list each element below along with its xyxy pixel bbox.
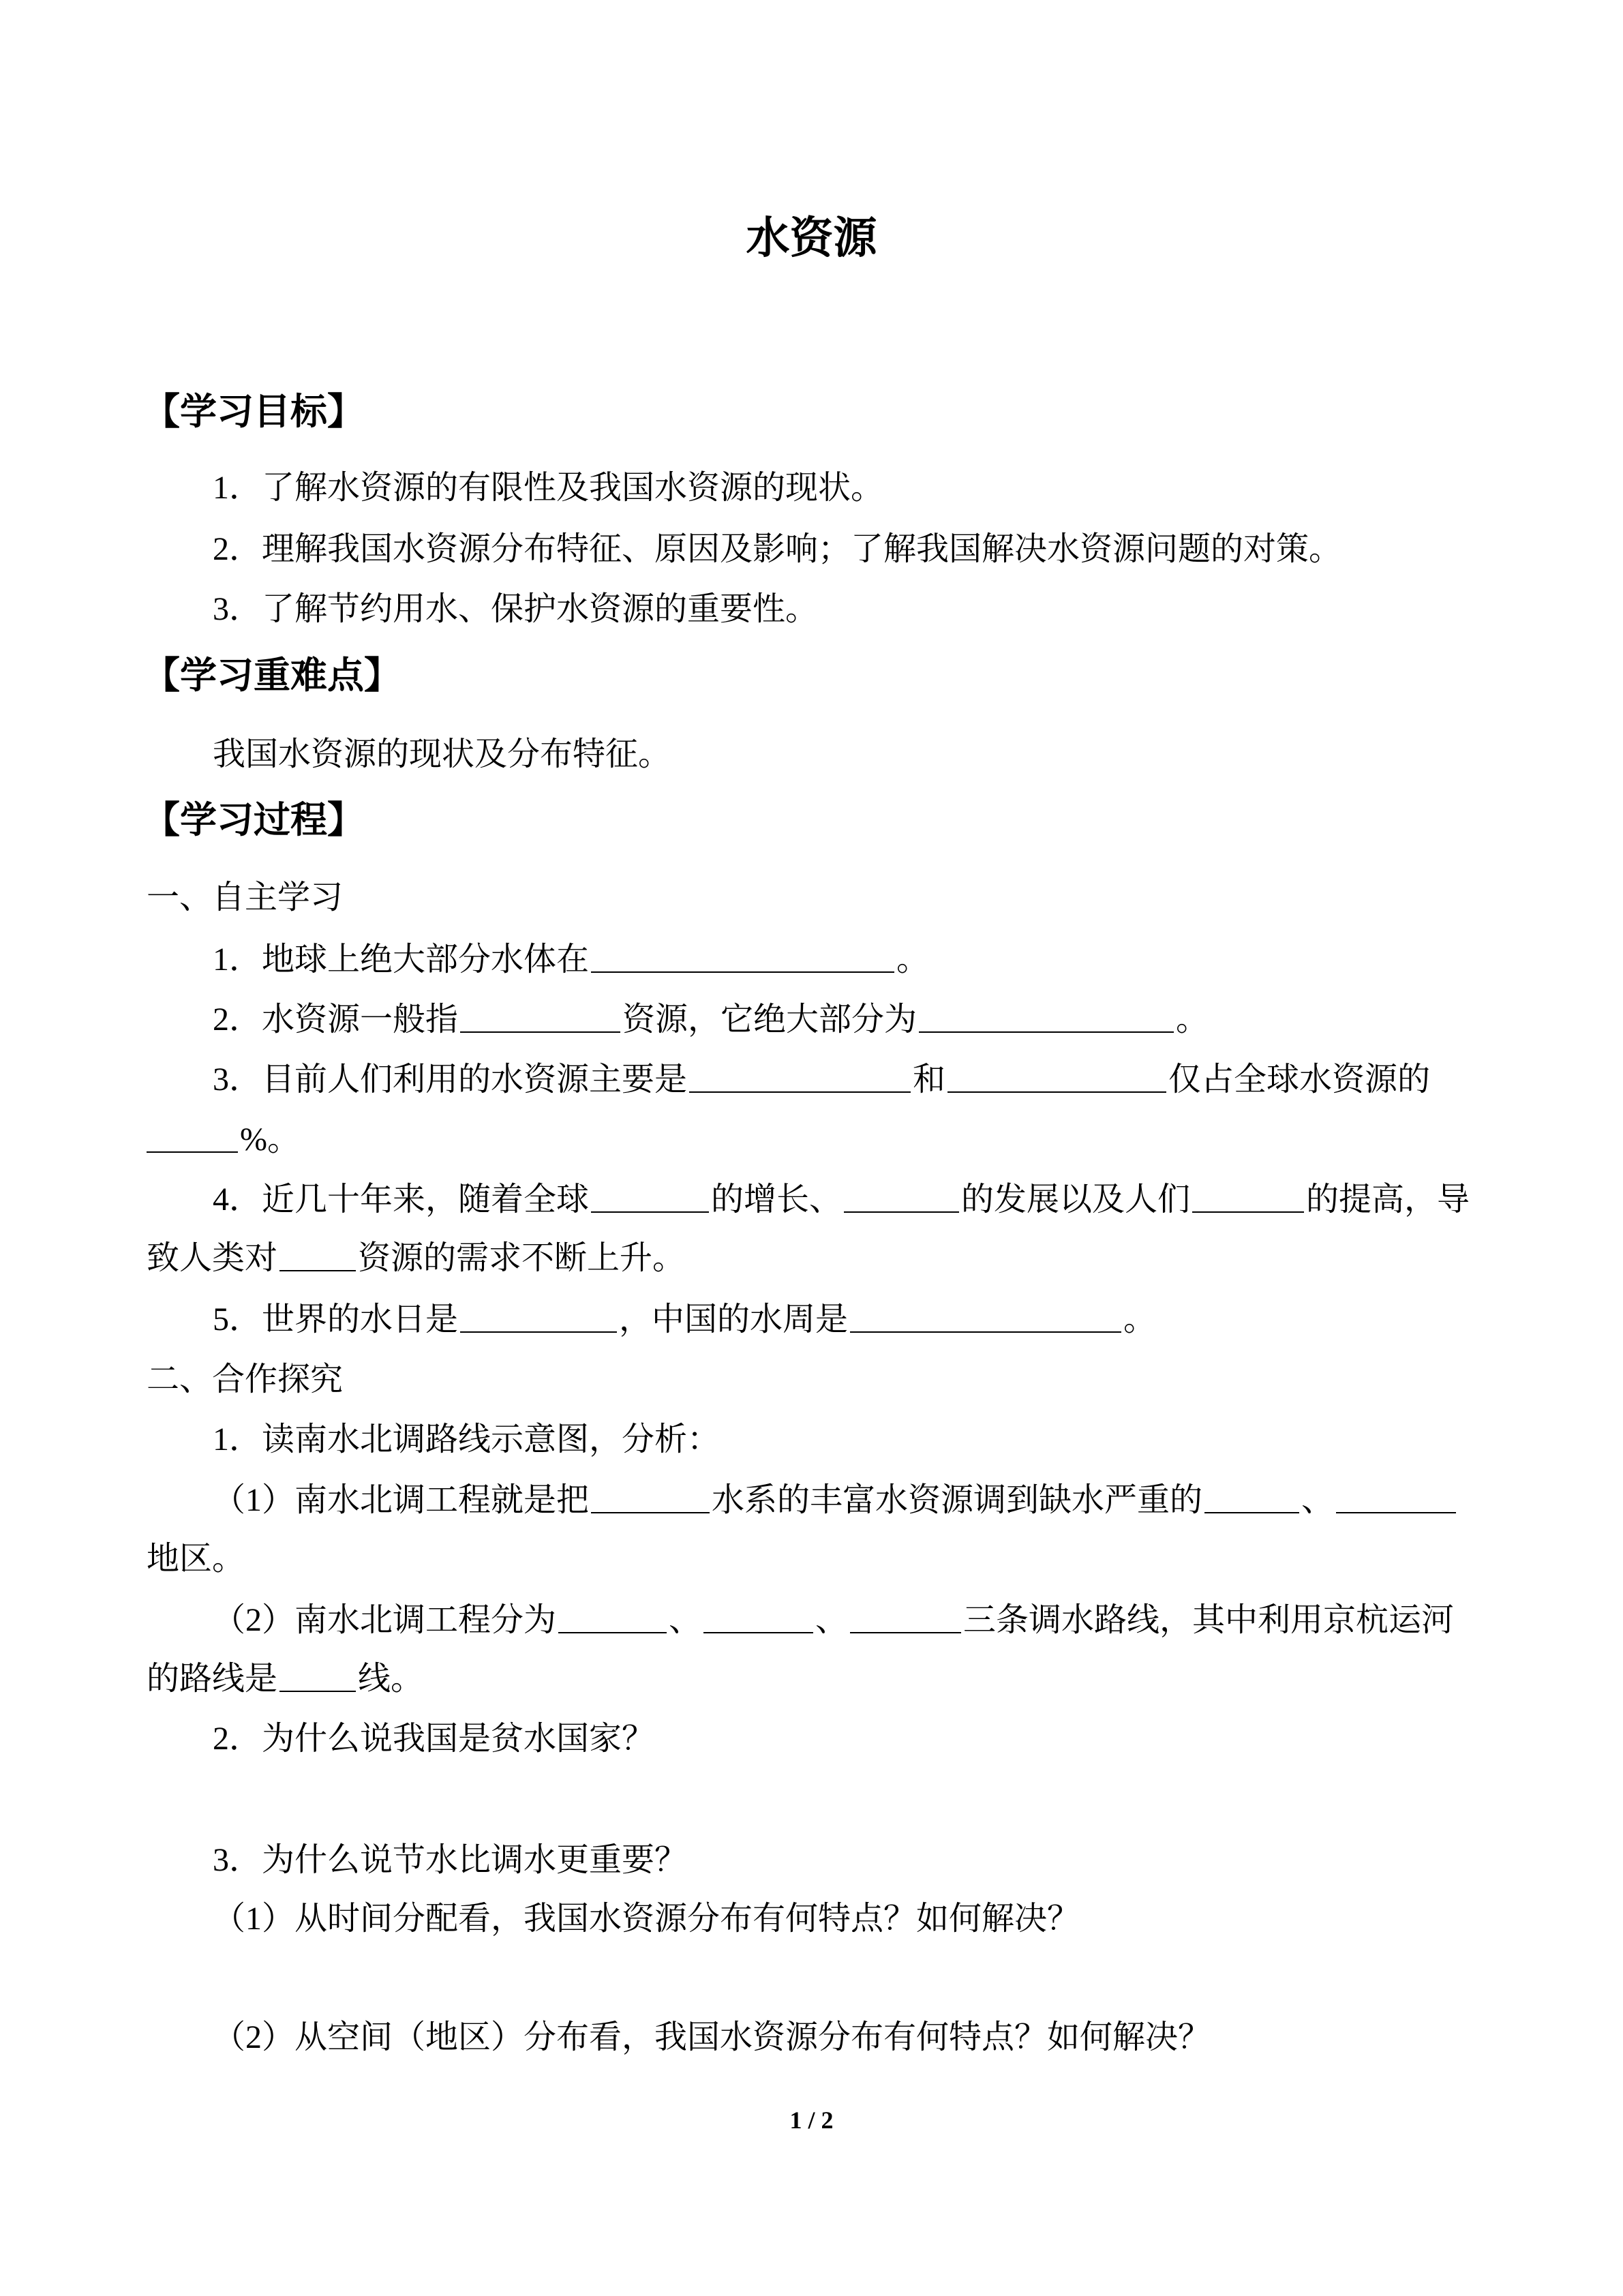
- key-points-heading: 【学习重难点】: [143, 655, 401, 696]
- question-text: 资源的需求不断上升。: [358, 1240, 686, 1276]
- question-line: [213, 1298, 1156, 1342]
- question-text: ，中国的水周是: [619, 1301, 849, 1338]
- sub-question-line: [213, 1599, 1454, 1642]
- question-text: 水系的丰富水资源调到缺水严重的: [712, 1482, 1203, 1518]
- document-title: 水资源: [746, 214, 877, 262]
- key-points-text: 我国水资源的现状及分布特征。: [213, 736, 671, 772]
- question-line: [213, 998, 1209, 1042]
- question-text: （2）南水北调工程分为: [213, 1602, 557, 1638]
- answer-blank: [850, 1632, 961, 1633]
- question-line-continued: [147, 1118, 300, 1162]
- answer-blank: [279, 1270, 356, 1271]
- objective-item: 2．理解我国水资源分布特征、原因及影响；了解我国解决水资源问题的对策。: [213, 531, 1342, 567]
- question-text: 的路线是: [147, 1661, 278, 1697]
- objectives-heading: 【学习目标】: [143, 391, 364, 432]
- answer-blank: [1336, 1512, 1456, 1513]
- question-text: 。: [1176, 1001, 1209, 1038]
- question-text: 1．地球上绝大部分水体在: [213, 941, 590, 978]
- question-text: 2．水资源一般指: [213, 1001, 459, 1038]
- answer-blank: [1192, 1211, 1304, 1213]
- question-line: 3．为什么说节水比调水更重要？: [213, 1842, 688, 1878]
- cooperative-heading: 二、合作探究: [147, 1361, 344, 1398]
- question-text: 。: [896, 941, 930, 978]
- question-text: %。: [240, 1121, 300, 1158]
- question-text: 的提高，导: [1306, 1181, 1470, 1218]
- objective-item: 3．了解节约用水、保护水资源的重要性。: [213, 591, 819, 627]
- question-text: 、: [1301, 1482, 1335, 1518]
- question-text: 、: [815, 1602, 849, 1638]
- question-text: （1）南水北调工程就是把: [213, 1482, 590, 1518]
- question-text: 线。: [358, 1661, 424, 1697]
- question-line: [213, 1058, 1430, 1102]
- answer-blank: [844, 1211, 959, 1213]
- question-text: 仅占全球水资源的: [1168, 1061, 1431, 1098]
- page-number: 1 / 2: [789, 2106, 834, 2134]
- sub-question-line: （2）从空间（地区）分布看，我国水资源分布有何特点？如何解决？: [213, 2019, 1211, 2055]
- answer-blank: [460, 1031, 620, 1033]
- question-text: 、: [669, 1602, 702, 1638]
- question-text: 三条调水路线，其中利用京杭运河: [963, 1602, 1455, 1638]
- answer-blank: [703, 1632, 813, 1633]
- question-text: 资源，它绝大部分为: [622, 1001, 917, 1038]
- question-text: 5．世界的水日是: [213, 1301, 459, 1338]
- question-line: 2．为什么说我国是贫水国家？: [213, 1721, 655, 1757]
- answer-blank: [147, 1151, 238, 1153]
- sub-question-line-continued: 地区。: [147, 1541, 245, 1577]
- answer-blank: [591, 1512, 710, 1513]
- answer-blank: [279, 1691, 356, 1692]
- answer-blank: [591, 971, 894, 973]
- question-text: 的增长、: [711, 1181, 843, 1218]
- answer-blank: [850, 1331, 1121, 1333]
- answer-blank: [947, 1091, 1166, 1093]
- sub-question-line: （1）从时间分配看，我国水资源分布有何特点？如何解决？: [213, 1901, 1080, 1937]
- answer-blank: [689, 1091, 911, 1093]
- self-study-heading: 一、自主学习: [147, 879, 344, 916]
- answer-blank: [591, 1211, 709, 1213]
- question-text: 致人类对: [147, 1240, 278, 1276]
- objective-item: 1．了解水资源的有限性及我国水资源的现状。: [213, 470, 884, 506]
- answer-blank: [460, 1331, 617, 1333]
- question-text: 。: [1123, 1301, 1157, 1338]
- question-line: 1．读南水北调路线示意图，分析：: [213, 1421, 721, 1457]
- answer-blank: [1204, 1512, 1299, 1513]
- sub-question-line: [213, 1479, 1458, 1522]
- question-text: 4．近几十年来，随着全球: [213, 1181, 590, 1218]
- sub-question-line-continued: [147, 1657, 423, 1701]
- question-line: [213, 938, 929, 982]
- question-text: 3．目前人们利用的水资源主要是: [213, 1061, 688, 1098]
- question-line: [213, 1178, 1470, 1222]
- question-text: 和: [913, 1061, 946, 1098]
- answer-blank: [919, 1031, 1174, 1033]
- process-heading: 【学习过程】: [143, 800, 364, 841]
- answer-blank: [558, 1632, 667, 1633]
- question-line-continued: [147, 1237, 685, 1280]
- question-text: 的发展以及人们: [961, 1181, 1191, 1218]
